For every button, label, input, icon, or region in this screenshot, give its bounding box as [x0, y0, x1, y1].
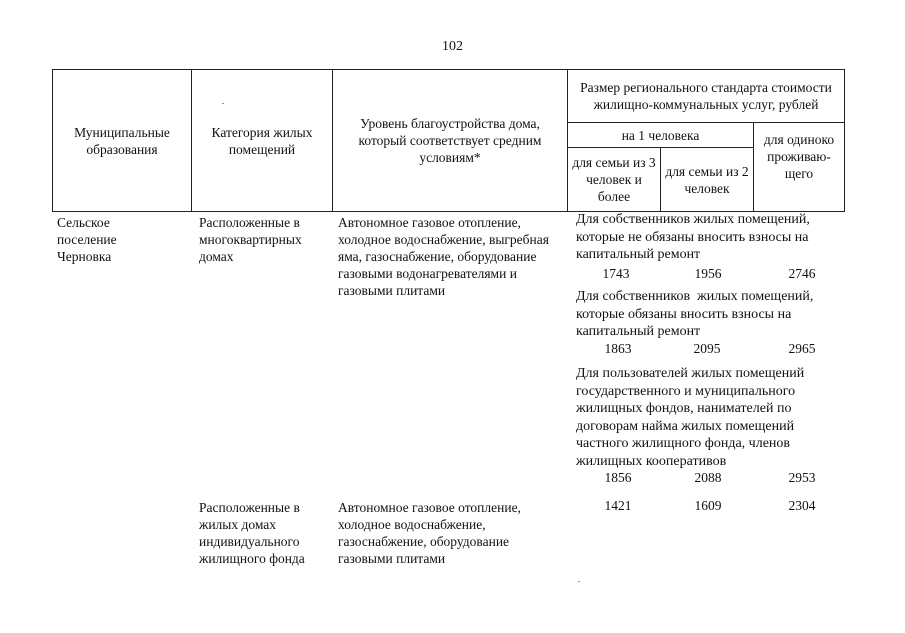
header-per-person-text: на 1 человека — [621, 127, 700, 143]
row2-value-single: 2304 — [788, 498, 816, 513]
header-category — [191, 69, 333, 212]
group3-value-family3: 1856 — [604, 470, 632, 485]
header-single — [753, 122, 845, 212]
row1-category: Расположенные в многоквартирных домах — [199, 215, 302, 264]
header-single-text: для одиноко проживаю-щего — [763, 132, 835, 181]
header-per-person — [567, 122, 754, 148]
group2-value-family2: 2095 — [693, 341, 721, 356]
group2-value-single: 2965 — [788, 341, 816, 356]
group2-label: Для собственников жилых помещений, которые обязаны вносить взносы на капитальный ремонт — [576, 289, 817, 339]
group3-value-single: 2953 — [788, 470, 816, 485]
header-family-3plus-text: для семьи из 3 человек и более — [572, 155, 656, 204]
header-municipality — [52, 69, 192, 212]
scan-speck — [222, 103, 224, 104]
group1-value-single: 2746 — [788, 266, 816, 281]
group1-label: Для собственников жилых помещений, которые не обязаны вносить взносы на капитальный ремонт — [576, 212, 810, 262]
group1-value-family2: 1956 — [694, 266, 722, 281]
header-standard-cost — [567, 69, 845, 123]
row2-amenity-level: Автономное газовое отопление, холодное водоснабжение, газоснабжение, оборудование газовыми плитами — [338, 500, 521, 566]
header-amenity-level — [332, 69, 568, 212]
header-standard-cost-text: Размер регионального стандарта стоимости жилищно-коммунальных услуг, рублей — [580, 80, 832, 112]
group3-value-family2: 2088 — [694, 470, 722, 485]
scan-speck — [578, 581, 580, 582]
row1-amenity-level: Автономное газовое отопление, холодное водоснабжение, выгребная яма, газоснабжение, оборудование газовыми водонагревателями и газовыми плитами — [338, 215, 549, 298]
header-family-2-text: для семьи из 2 человек — [665, 163, 749, 196]
header-category-text: Категория жилых помещений — [211, 124, 313, 157]
group1-value-family3: 1743 — [602, 266, 630, 281]
group2-value-family3: 1863 — [604, 341, 632, 356]
header-family-2 — [660, 147, 754, 212]
row2-category: Расположенные в жилых домах индивидуального жилищного фонда — [199, 500, 305, 566]
header-family-3plus — [567, 147, 661, 212]
header-municipality-text: Муниципальные образования — [74, 124, 170, 157]
row2-value-family3: 1421 — [604, 498, 632, 513]
page-number: 102 — [442, 39, 463, 54]
group3-label: Для пользователей жилых помещений государственного и муниципального жилищных фондов, нанимателей по договорам найма жилых помещений частного жилищного фонда, членов жилищных кооперативов — [576, 366, 805, 469]
header-amenity-level-text: Уровень благоустройства дома, который соответствует средним условиям* — [358, 116, 542, 165]
row2-value-family2: 1609 — [694, 498, 722, 513]
row1-municipality: Сельское поселение Черновка — [57, 215, 117, 264]
